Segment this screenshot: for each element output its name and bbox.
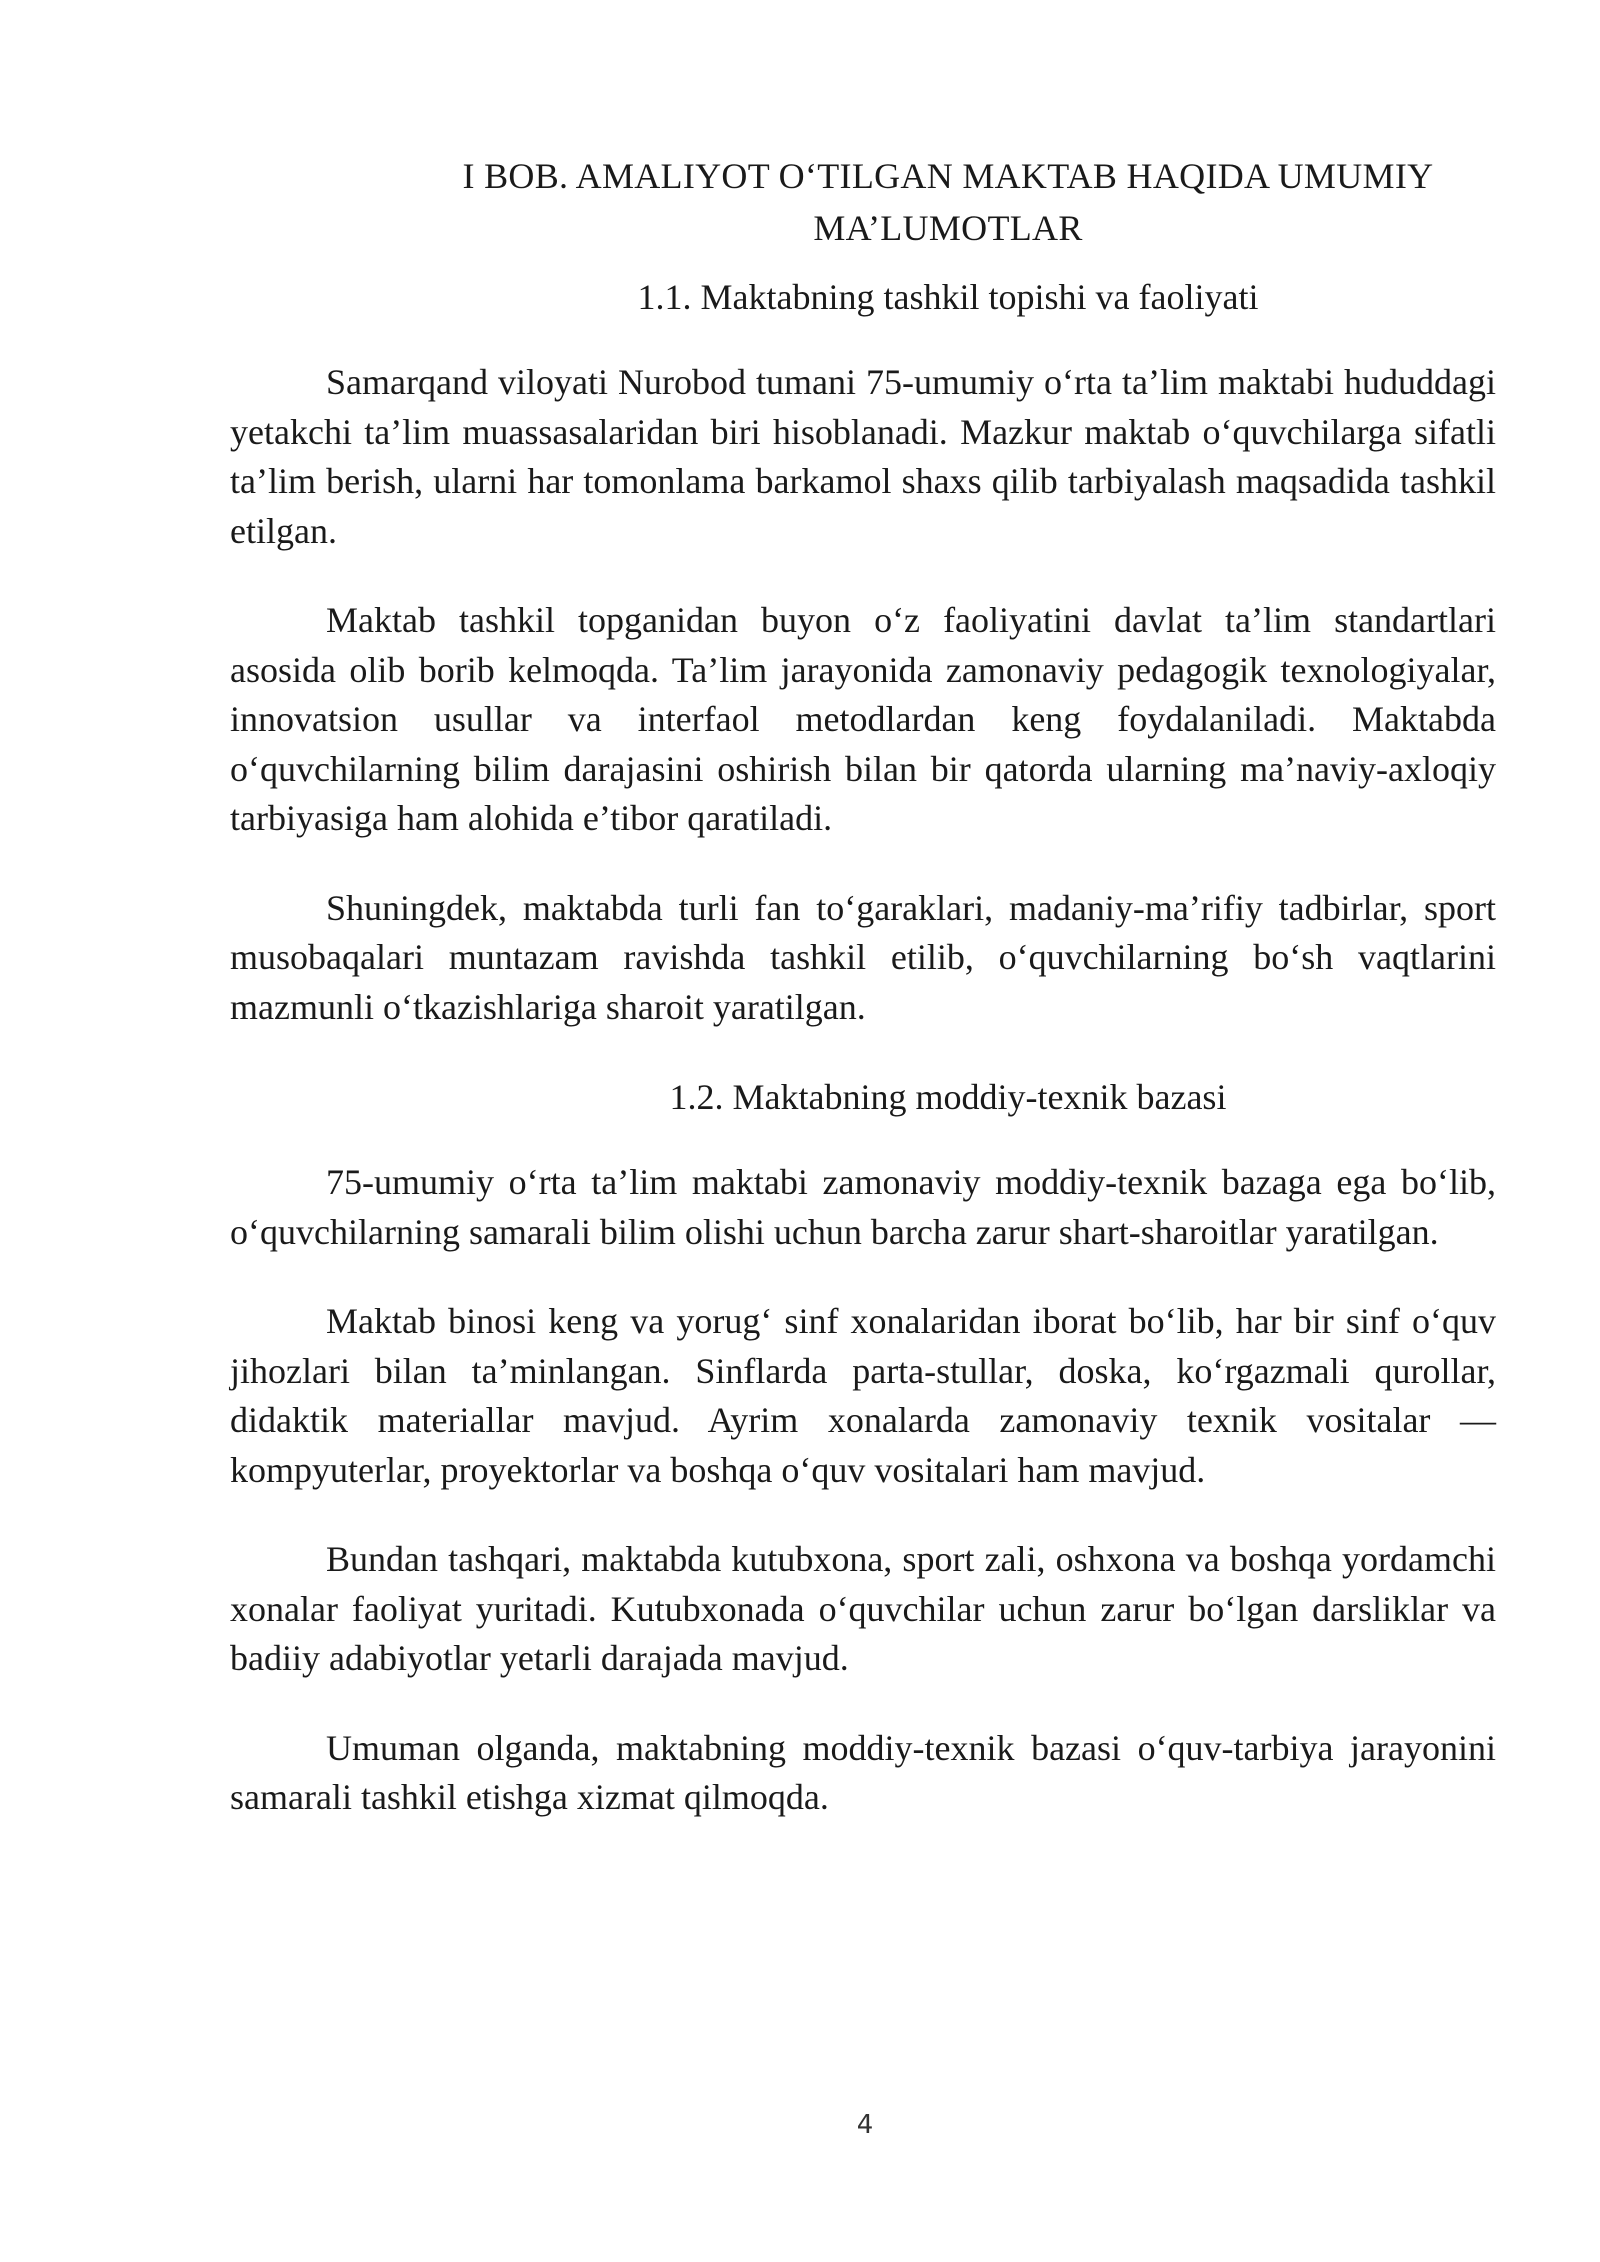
page-number: 4 (856, 2110, 874, 2140)
paragraph: Umuman olganda, maktabning moddiy-texnik bazasi o‘quv-tarbiya jarayonini samarali tashkil etishga xizmat qilmoqda. (230, 1727, 1496, 1817)
paragraph: Maktab binosi keng va yorug‘ sinf xonalaridan iborat bo‘lib, har bir sinf o‘quv jihozlari bilan ta’minlangan. Sinflarda parta-stullar, doska, ko‘rgazmali qurollar, didaktik materiallar mavjud. Ayrim xonalarda zamonaviy texnik vositalar — kompyuterlar, proyektorlar va boshqa o‘quv vositalari ham mavjud. (230, 1301, 1496, 1490)
paragraph: Maktab tashkil topganidan buyon o‘z faoliyatini davlat ta’lim standartlari asosida olib borib kelmoqda. Ta’lim jarayonida zamonaviy pedagogik texnologiyalar, innovatsion usullar va interfaol metodlardan keng foydalaniladi. Maktabda o‘quvchilarning bilim darajasini oshirish bilan bir qatorda ularning ma’naviy-axloqiy tarbiyasiga ham alohida e’tibor qaratiladi. (230, 600, 1496, 838)
paragraph: Shuningdek, maktabda turli fan to‘garaklari, madaniy-ma’rifiy tadbirlar, sport musobaqalari muntazam ravishda tashkil etilib, o‘quvchilarning bo‘sh vaqtlarini mazmunli o‘tkazishlariga sharoit yaratilgan. (230, 887, 1496, 1027)
chapter-title-line-1: I BOB. AMALIYOT O‘TILGAN MAKTAB HAQIDA UMUMIY (462, 156, 1434, 196)
page-content (230, 150, 1496, 1863)
paragraph: Samarqand viloyati Nurobod tumani 75-umumiy o‘rta ta’lim maktabi hududdagi yetakchi ta’lim muassasalaridan biri hisoblanadi. Mazkur maktab o‘quvchilarga sifatli ta’lim berish, ularni har tomonlama barkamol shaxs qilib tarbiyalash maqsadida tashkil etilgan. (230, 362, 1496, 551)
section-title-1-1: 1.1. Maktabning tashkil topishi va faoliyati (637, 277, 1259, 317)
paragraph: 75-umumiy o‘rta ta’lim maktabi zamonaviy moddiy-texnik bazaga ega bo‘lib, o‘quvchilarning samarali bilim olishi uchun barcha zarur shart-sharoitlar yaratilgan. (230, 1162, 1496, 1252)
chapter-title (400, 150, 1496, 254)
section-title-1-2: 1.2. Maktabning moddiy-texnik bazasi (669, 1077, 1227, 1117)
chapter-title-line-2: MA’LUMOTLAR (813, 208, 1083, 248)
paragraph: Bundan tashqari, maktabda kutubxona, sport zali, oshxona va boshqa yordamchi xonalar faoliyat yuritadi. Kutubxonada o‘quvchilar uchun zarur bo‘lgan darsliklar va badiiy adabiyotlar yetarli darajada mavjud. (230, 1539, 1496, 1678)
